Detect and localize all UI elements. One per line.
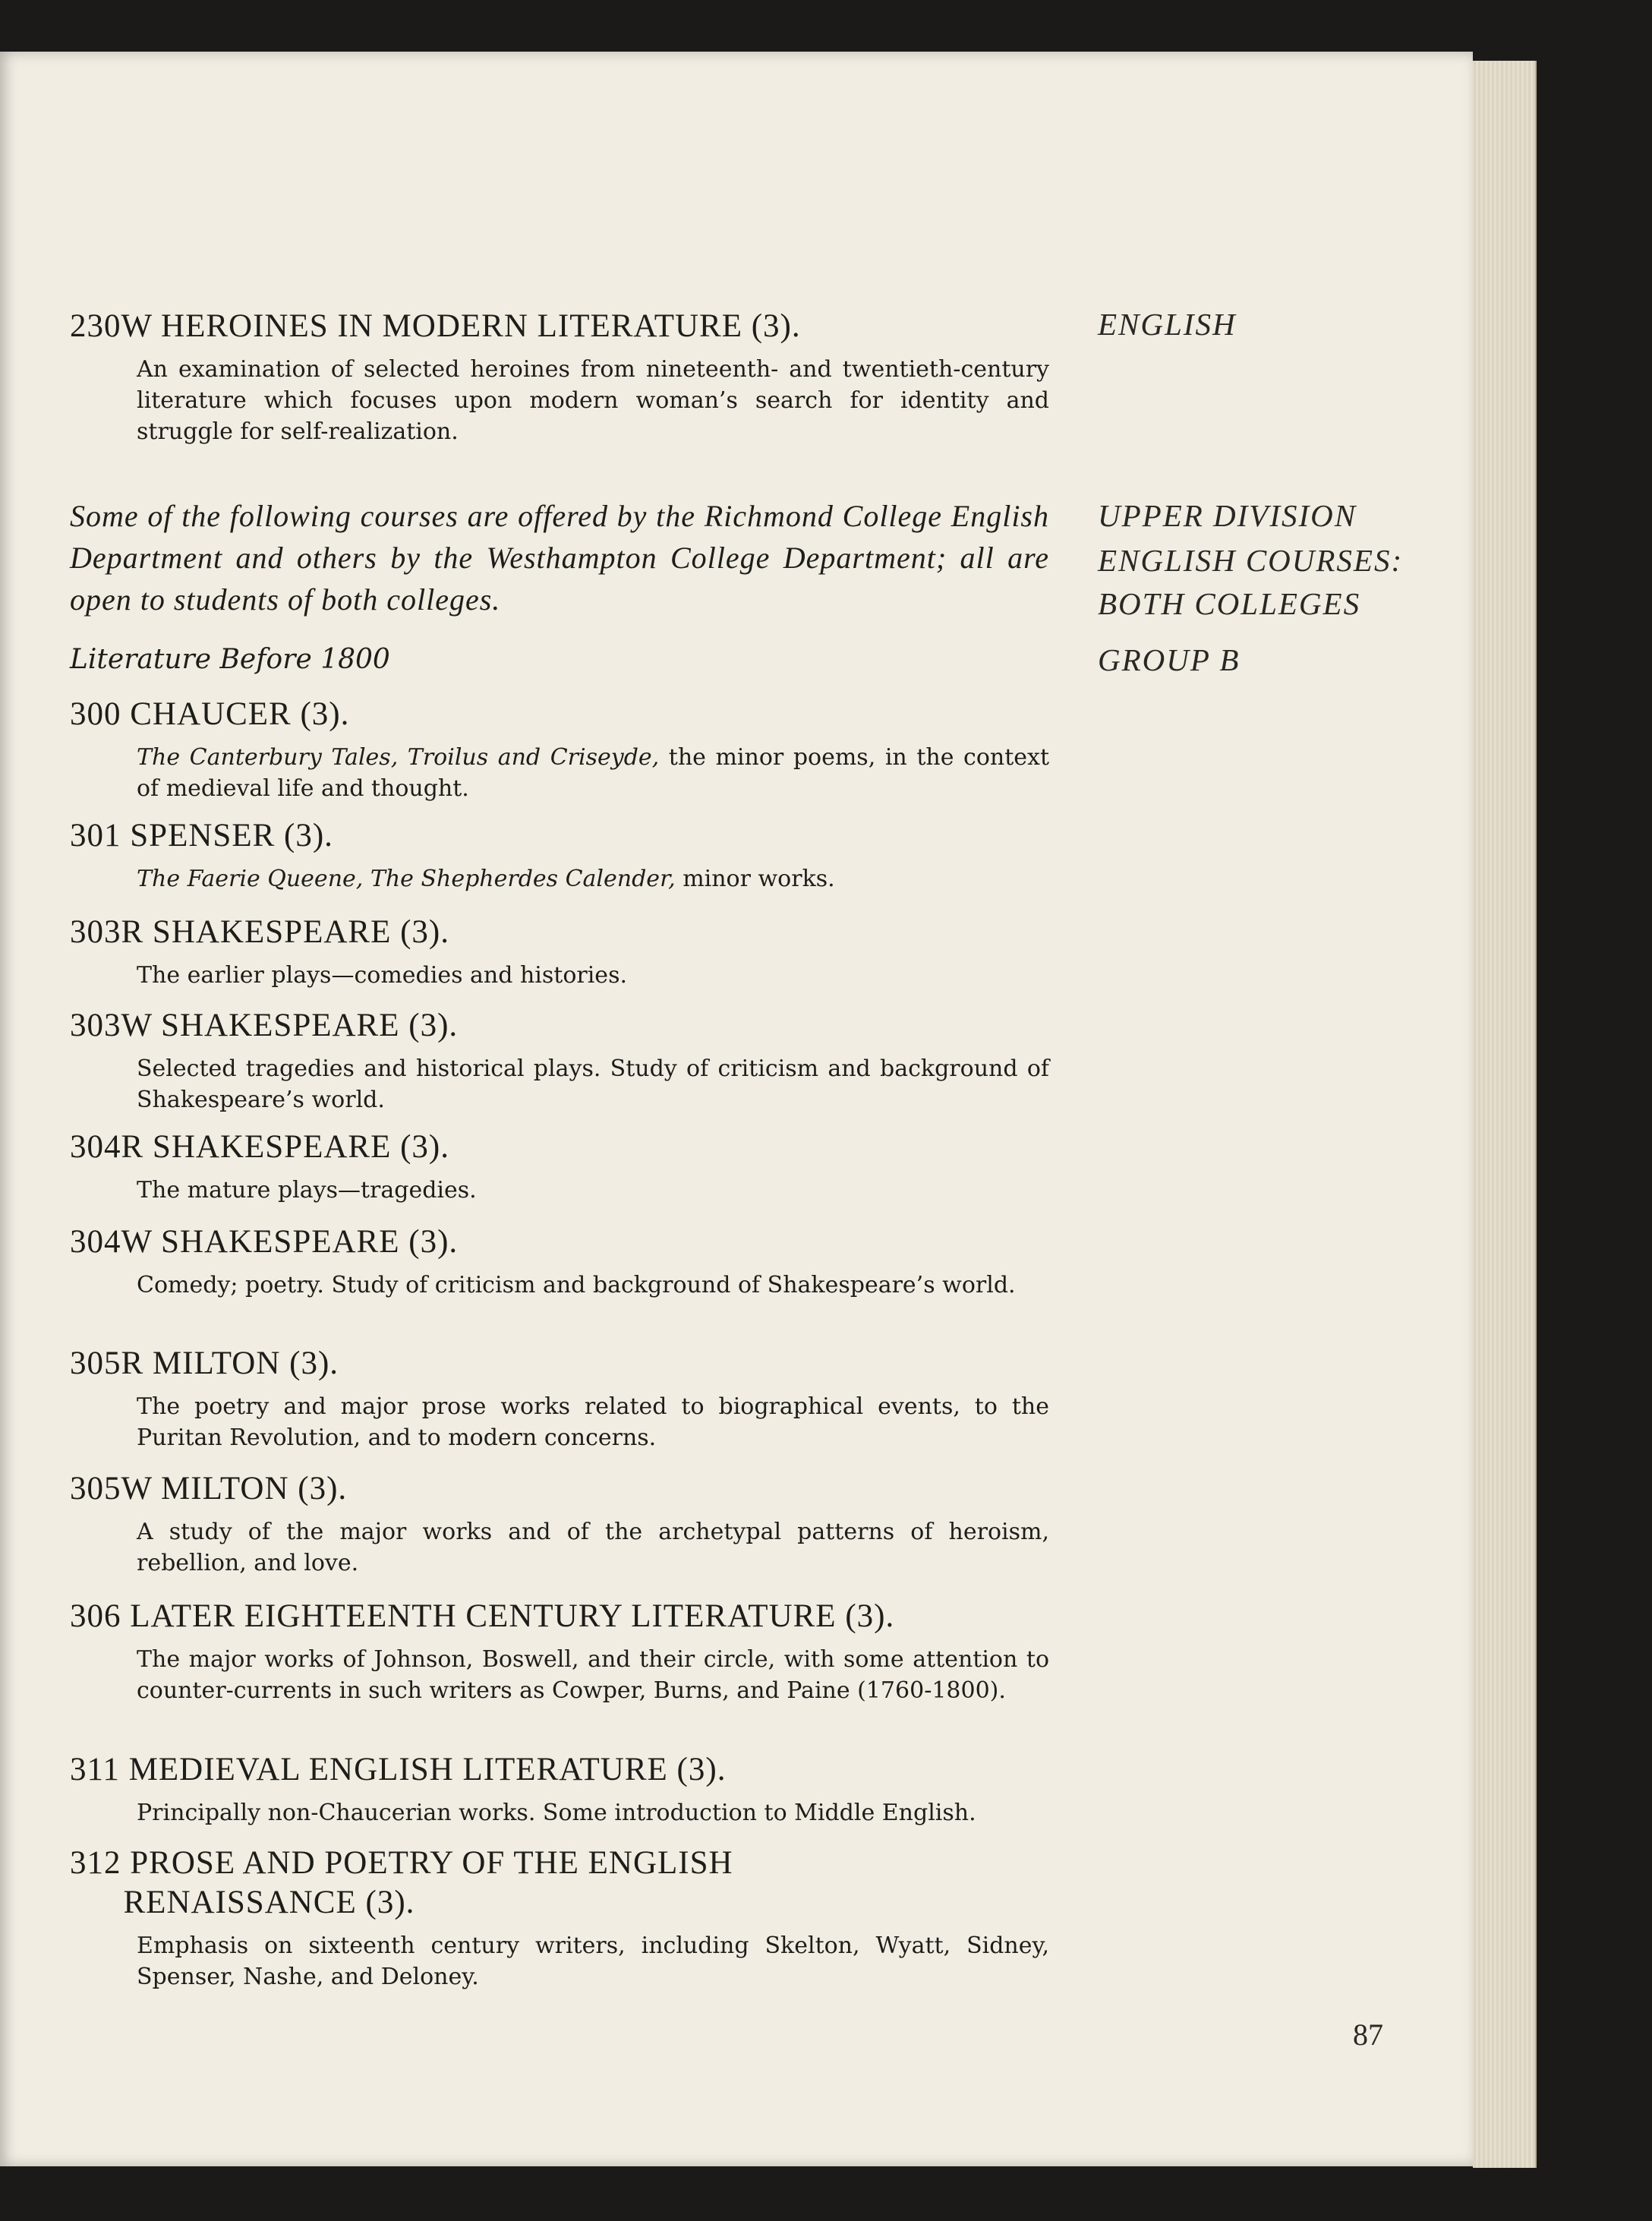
course-description: The major works of Johnson, Boswell, and their circle, with some attention to counter-currents in such writers as Cowper, Burns, and Paine (1760-1800).: [137, 1646, 1049, 1704]
course-heading: 311 MEDIEVAL ENGLISH LITERATURE (3).: [70, 1752, 727, 1787]
course-heading: 306 LATER EIGHTEENTH CENTURY LITERATURE (3).: [70, 1598, 895, 1634]
course-heading: 304R SHAKESPEARE (3).: [70, 1129, 450, 1165]
course-entry: [70, 1750, 1049, 1828]
course-entry: [70, 816, 1049, 894]
page-number: 87: [1353, 2018, 1383, 2052]
intro-paragraph: Some of the following courses are offered by the Richmond College English Department and others by the Westhampton College Department; all are open to students of both colleges.: [70, 499, 1049, 617]
course-entry: [70, 1006, 1049, 1115]
course-entry: [70, 913, 1049, 991]
course-description: [137, 742, 1049, 804]
course-heading: 305W MILTON (3).: [70, 1471, 348, 1506]
course-entry: [70, 1344, 1049, 1453]
course-heading: 303W SHAKESPEARE (3).: [70, 1008, 459, 1043]
course-entry: [70, 1844, 1049, 1992]
course-description: The poetry and major prose works related to biographical events, to the Puritan Revolution, and to modern concerns.: [137, 1393, 1049, 1451]
course-entry: [70, 1222, 1049, 1301]
course-heading: 300 CHAUCER (3).: [70, 696, 350, 732]
course-description: The mature plays—tragedies.: [137, 1177, 477, 1204]
course-heading: 303R SHAKESPEARE (3).: [70, 914, 450, 950]
page-edges: [1473, 61, 1537, 2168]
course-description: An examination of selected heroines from nineteenth- and twentieth-century literature which focuses upon modern woman’s search for identity and struggle for self-realization.: [137, 356, 1049, 445]
department-label: ENGLISH: [1098, 307, 1237, 342]
course-heading: 301 SPENSER (3).: [70, 818, 333, 853]
course-entry: [70, 1128, 1049, 1206]
course-desc-rest: minor works.: [675, 866, 835, 892]
course-description: Principally non-Chaucerian works. Some introduction to Middle English.: [137, 1800, 976, 1826]
section-label-line3: BOTH COLLEGES: [1098, 586, 1361, 621]
course-heading: 304W SHAKESPEARE (3).: [70, 1224, 459, 1260]
group-label: GROUP B: [1098, 642, 1241, 677]
literature-subheading: Literature Before 1800: [70, 644, 390, 675]
course-description: Emphasis on sixteenth century writers, including Skelton, Wyatt, Sidney, Spenser, Nashe, and Deloney.: [137, 1932, 1049, 1990]
course-entry: [70, 1597, 1049, 1706]
course-description: Comedy; poetry. Study of criticism and background of Shakespeare’s world.: [137, 1272, 1016, 1298]
course-entry: [70, 695, 1049, 804]
section-label-line1: UPPER DIVISION: [1098, 498, 1357, 533]
course-entry: [70, 1469, 1049, 1579]
course-desc-rest: the minor poems, in the context of medieval life and thought.: [137, 744, 1049, 802]
course-heading: 312 PROSE AND POETRY OF THE ENGLISH RENAISSANCE (3).: [70, 1845, 733, 1920]
course-description: Selected tragedies and historical plays. Study of criticism and background of Shakespeare’s world.: [137, 1055, 1049, 1113]
course-works-italic: The Faerie Queene, The Shepherdes Calender,: [137, 866, 676, 892]
course-description: [137, 863, 1049, 894]
course-heading: 230W HEROINES IN MODERN LITERATURE (3).: [70, 308, 801, 344]
course-entry: [70, 307, 1049, 447]
course-description: The earlier plays—comedies and histories.: [137, 962, 627, 989]
section-label-line2: ENGLISH COURSES:: [1098, 543, 1404, 578]
course-works-italic: The Canterbury Tales, Troilus and Criseyde,: [137, 744, 660, 771]
course-heading: 305R MILTON (3).: [70, 1346, 339, 1381]
course-description: A study of the major works and of the archetypal patterns of heroism, rebellion, and love.: [137, 1519, 1049, 1576]
